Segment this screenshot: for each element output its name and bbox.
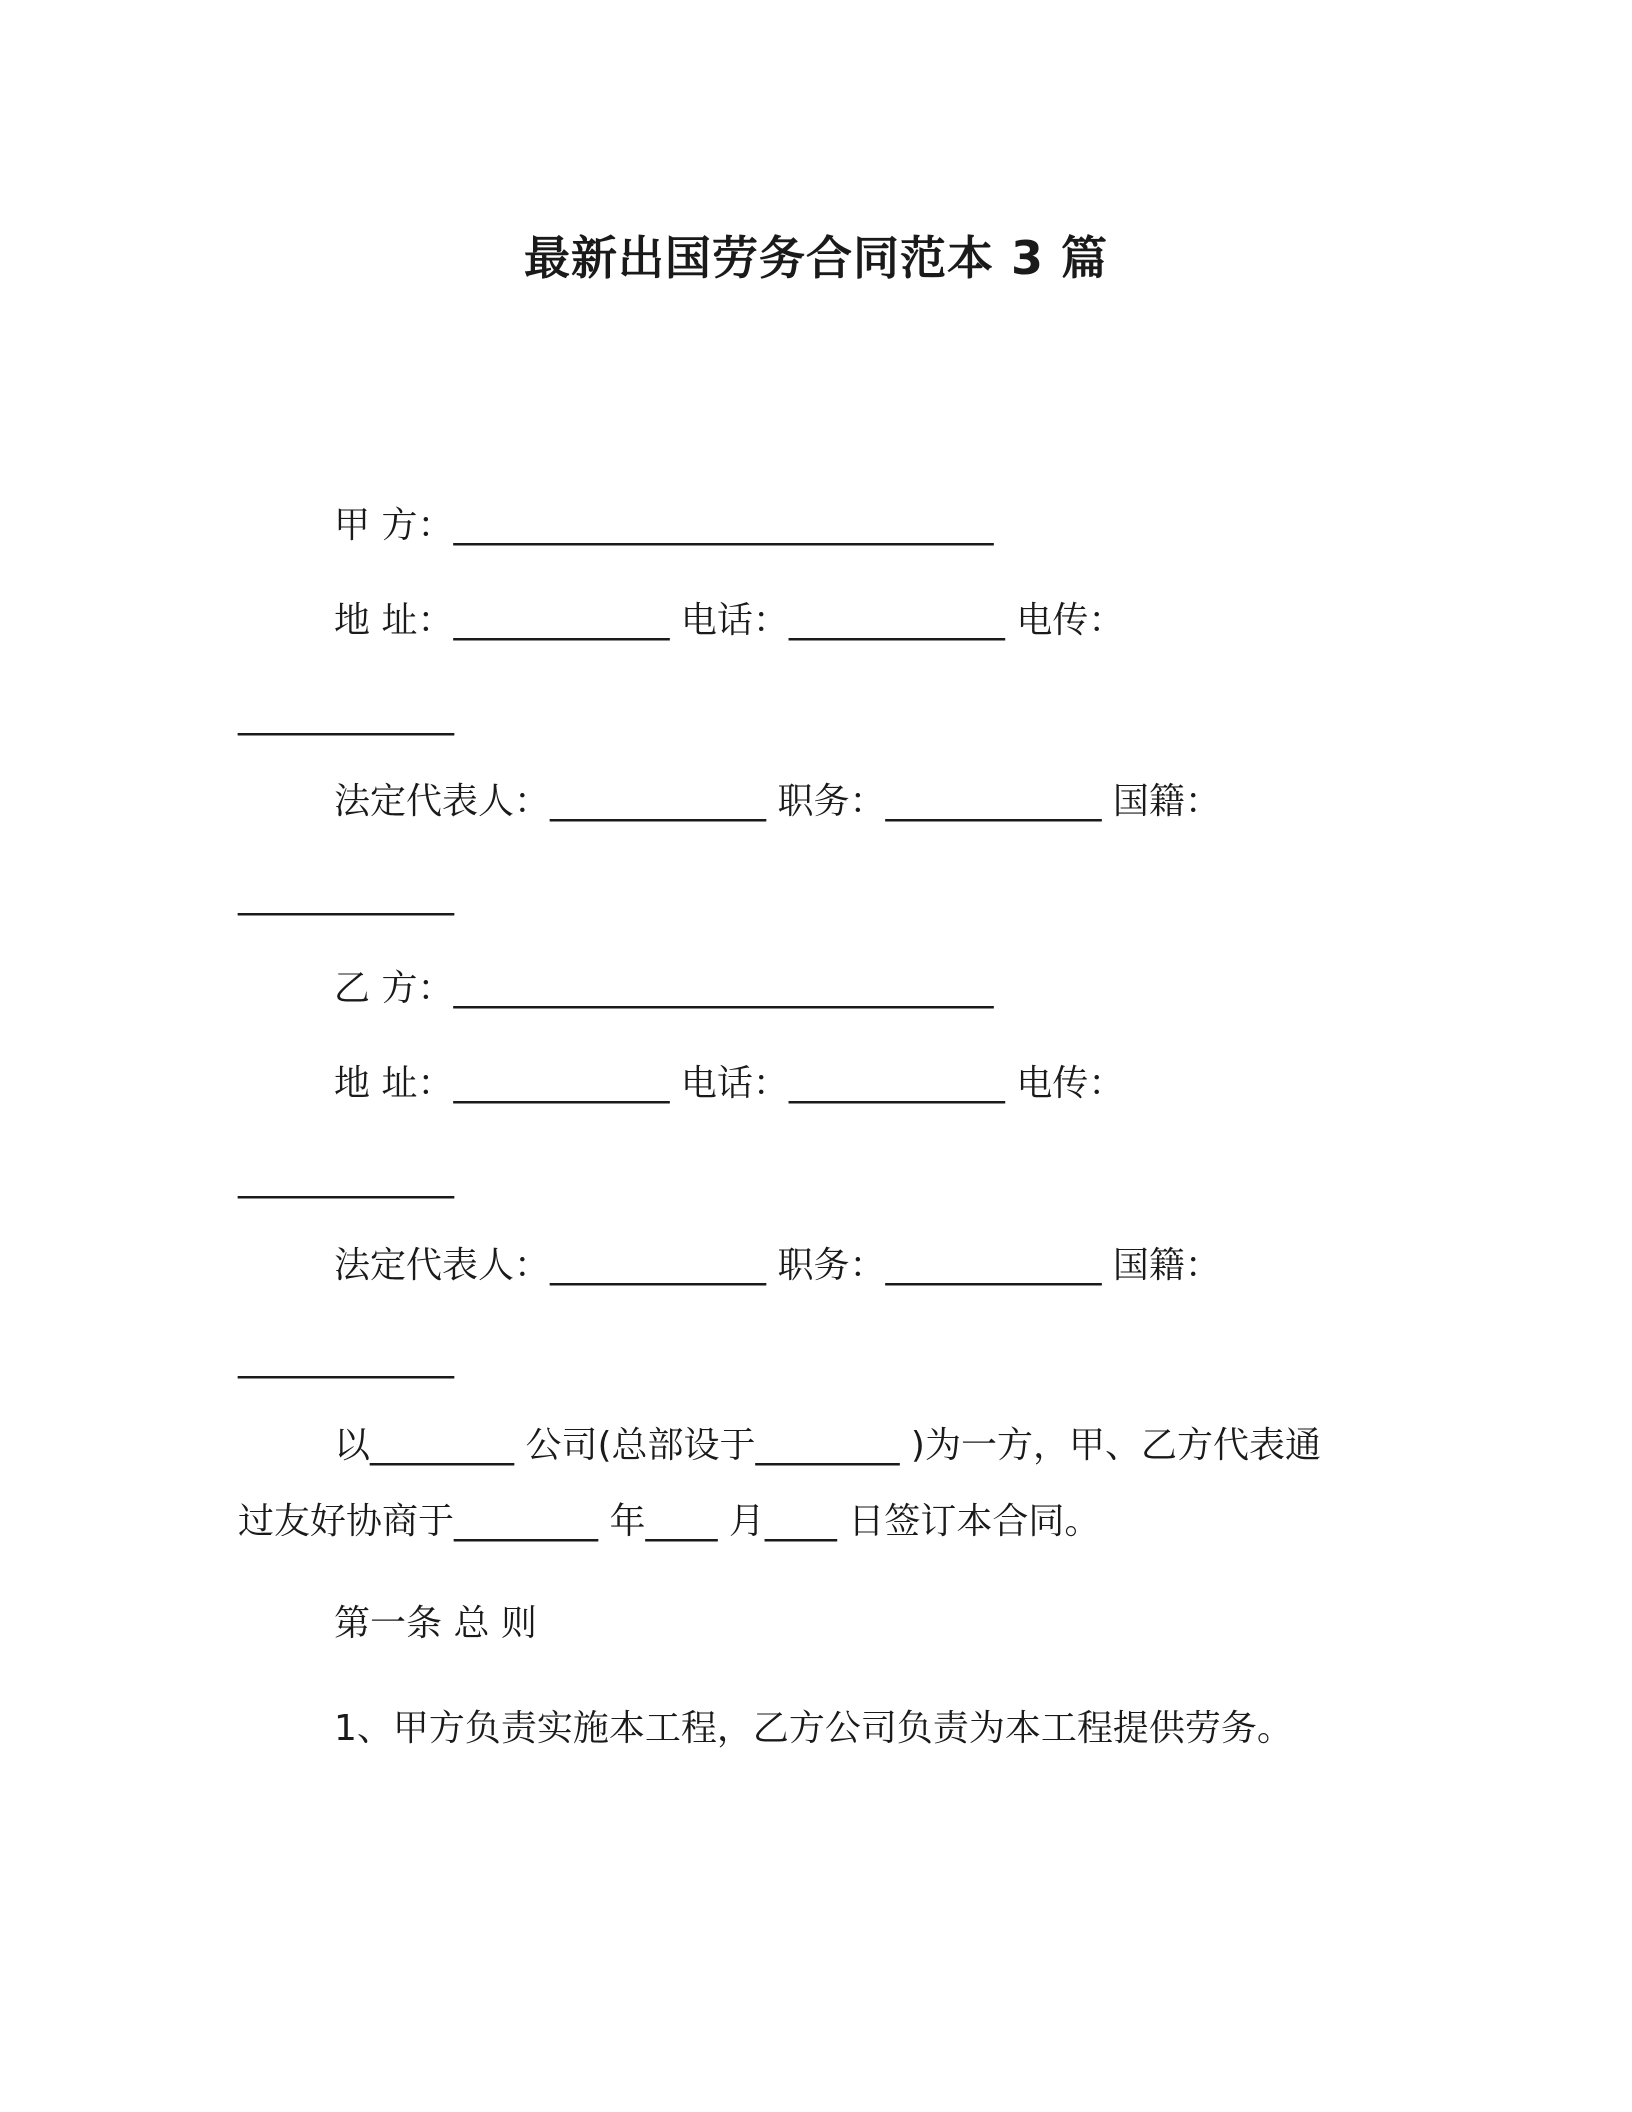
article-heading: 第一条 总 则: [334, 1603, 537, 1644]
article-clause-1: 1、甲方负责实施本工程，乙方公司负责为本工程提供劳务。: [334, 1708, 1293, 1749]
party-a-nationality-blank: ____________: [238, 875, 454, 916]
party-b-address-line: 地 址：____________ 电话：____________ 电传：: [334, 1063, 1125, 1104]
party-b-nationality-blank: ____________: [238, 1338, 454, 1379]
party-a-fax-blank: ____________: [238, 695, 454, 736]
party-b-fax-blank: ____________: [238, 1158, 454, 1199]
document-title: 最新出国劳务合同范本 3 篇: [523, 231, 1109, 285]
party-b-representative-line: 法定代表人：____________ 职务：____________ 国籍：: [334, 1245, 1221, 1286]
preamble-line-2: 过友好协商于________ 年____ 月____ 日签订本合同。: [238, 1501, 1101, 1542]
party-b-line: 乙 方：______________________________: [334, 968, 994, 1009]
party-a-line: 甲 方：______________________________: [334, 505, 994, 546]
preamble-line-1: 以________ 公司(总部设于________ )为一方，甲、乙方代表通: [334, 1425, 1321, 1466]
party-a-representative-line: 法定代表人：____________ 职务：____________ 国籍：: [334, 781, 1221, 822]
party-a-address-line: 地 址：____________ 电话：____________ 电传：: [334, 600, 1125, 641]
